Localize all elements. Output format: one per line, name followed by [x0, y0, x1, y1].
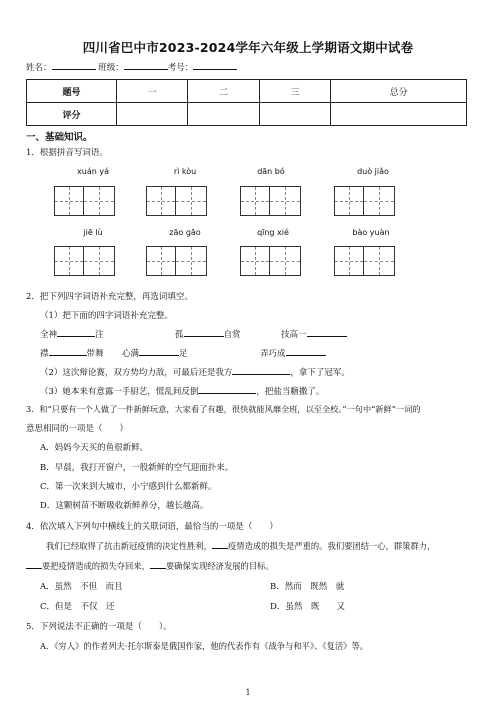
score-cell[interactable] [117, 103, 188, 126]
fill-blank[interactable] [198, 385, 256, 394]
char-grid[interactable] [240, 186, 301, 216]
char-grid[interactable] [146, 186, 207, 216]
score-header-cell: 总分 [331, 80, 467, 103]
pinyin-label: rì kòu [173, 167, 197, 176]
q3-option-b[interactable]: B．早晨，我打开窗户，一股新鲜的空气迎面扑来。 [40, 463, 234, 473]
score-header-row [27, 80, 467, 103]
q2-part1: （1）把下面的四字词语补充完整。 [40, 311, 173, 321]
q4-text-line2: 要把疫情造成的损失夺回来， 要确保实现经济发展的目标。 [26, 560, 274, 572]
score-row-label: 评分 [27, 103, 117, 126]
idiom-row-2b: 心满 足 [122, 349, 188, 359]
score-cell[interactable] [259, 103, 330, 126]
idiom-blank[interactable] [286, 347, 326, 356]
q3-option-a[interactable]: A．妈妈今天买的鱼很新鲜。 [40, 443, 149, 453]
q2-part2: （2）这次辩论赛，双方势均力敌，可最后还是我方 ，拿下了冠军。 [40, 368, 350, 378]
number-label: 考号： [167, 63, 194, 73]
q2-part3: （3）她本来有意露一手厨艺，慌乱间反倒 ，把盐当糖撒了。 [40, 387, 325, 397]
score-header-cell: 三 [259, 80, 330, 103]
pinyin-label: zāo gāo [169, 228, 201, 237]
score-header-cell: 一 [117, 80, 188, 103]
pinyin-label: duò jiǎo [357, 167, 389, 176]
char-grid[interactable] [54, 246, 115, 276]
score-table [26, 79, 467, 126]
q4-stem: 4．依次填入下列句中横线上的关联词语，最恰当的一项是（ ） [26, 522, 278, 532]
idiom-row-1b: 孤 自赏 [175, 330, 241, 340]
q2-stem: 2．把下列四字词语补充完整，再选词填空。 [26, 292, 193, 302]
q3-option-d[interactable]: D．这颗树苗不断吸收新鲜养分，越长越高。 [40, 501, 209, 511]
idiom-blank[interactable] [307, 328, 347, 337]
section-heading: 一、基础知识。 [26, 132, 93, 143]
q3-option-c[interactable]: C．第一次来到大城市，小宁感到什么都新鲜。 [40, 482, 217, 492]
score-cell[interactable] [331, 103, 467, 126]
idiom-row-2: 襟 带舞 [40, 349, 104, 359]
score-header-cell: 题号 [27, 80, 117, 103]
fill-blank[interactable] [26, 560, 42, 569]
q4-option-c[interactable]: C．但是 不仅 还 [40, 602, 115, 612]
q5-option-a[interactable]: A．《穷人》的作者列夫·托尔斯泰是俄国作家，他的代表作有《战争与和平》、《复活》等。 [40, 641, 369, 651]
idiom-blank[interactable] [139, 347, 179, 356]
student-info-line [26, 61, 237, 73]
q4-text-line1: 我们已经取得了抗击新冠疫情的决定性胜利， 疫情造成的损失是严重的。我们要团结一心，群策群力， [46, 541, 436, 551]
score-header-cell: 二 [188, 80, 259, 103]
score-cell[interactable] [188, 103, 259, 126]
idiom-row-1: 全神 注 [40, 330, 104, 340]
score-row [27, 103, 467, 126]
class-blank[interactable] [124, 61, 168, 70]
page-number: 1 [245, 688, 251, 697]
q3-stem-line2: 意思相同的一项是（ ） [26, 424, 129, 434]
q4-option-b[interactable]: B．然而 既然 就 [270, 582, 345, 592]
fill-blank[interactable] [232, 366, 290, 375]
number-blank[interactable] [193, 61, 237, 70]
pinyin-label: qīng xié [257, 228, 289, 237]
idiom-row-1c: 技高一 [281, 328, 347, 340]
q1-stem: 1．根据拼音写词语。 [26, 148, 108, 158]
char-grid[interactable] [334, 186, 395, 216]
class-label: 班级： [98, 63, 124, 73]
fill-blank[interactable] [150, 560, 166, 569]
pinyin-label: xuán yá [77, 167, 109, 176]
page-title: 四川省巴中市2023-2024学年六年级上学期语文期中试卷 [82, 40, 414, 55]
idiom-blank[interactable] [49, 347, 87, 356]
idiom-blank[interactable] [57, 328, 95, 337]
q3-stem-line1: 3．和“只要有一个人做了一件新鲜玩意，大家看了有趣，很快就能风靡全班，以至全校。”一句中“新鲜”一词的 [26, 404, 421, 414]
q4-option-a[interactable]: A．虽然 不但 而且 [40, 582, 123, 592]
q4-option-d[interactable]: D．虽然 既 又 [270, 602, 345, 612]
fill-blank[interactable] [212, 540, 228, 549]
idiom-row-2c: 弄巧成 [260, 347, 326, 359]
char-grid[interactable] [54, 186, 115, 216]
char-grid[interactable] [334, 246, 395, 276]
name-blank[interactable] [52, 61, 96, 70]
char-grid[interactable] [146, 246, 207, 276]
name-label: 姓名： [26, 63, 52, 73]
pinyin-label: dān bó [257, 167, 285, 176]
char-grid[interactable] [240, 246, 301, 276]
q5-stem: 5．下列说法不正确的一项是（ ）。 [26, 622, 172, 632]
pinyin-label: jiē lù [83, 228, 103, 237]
pinyin-label: bào yuàn [352, 228, 390, 237]
idiom-blank[interactable] [184, 328, 224, 337]
